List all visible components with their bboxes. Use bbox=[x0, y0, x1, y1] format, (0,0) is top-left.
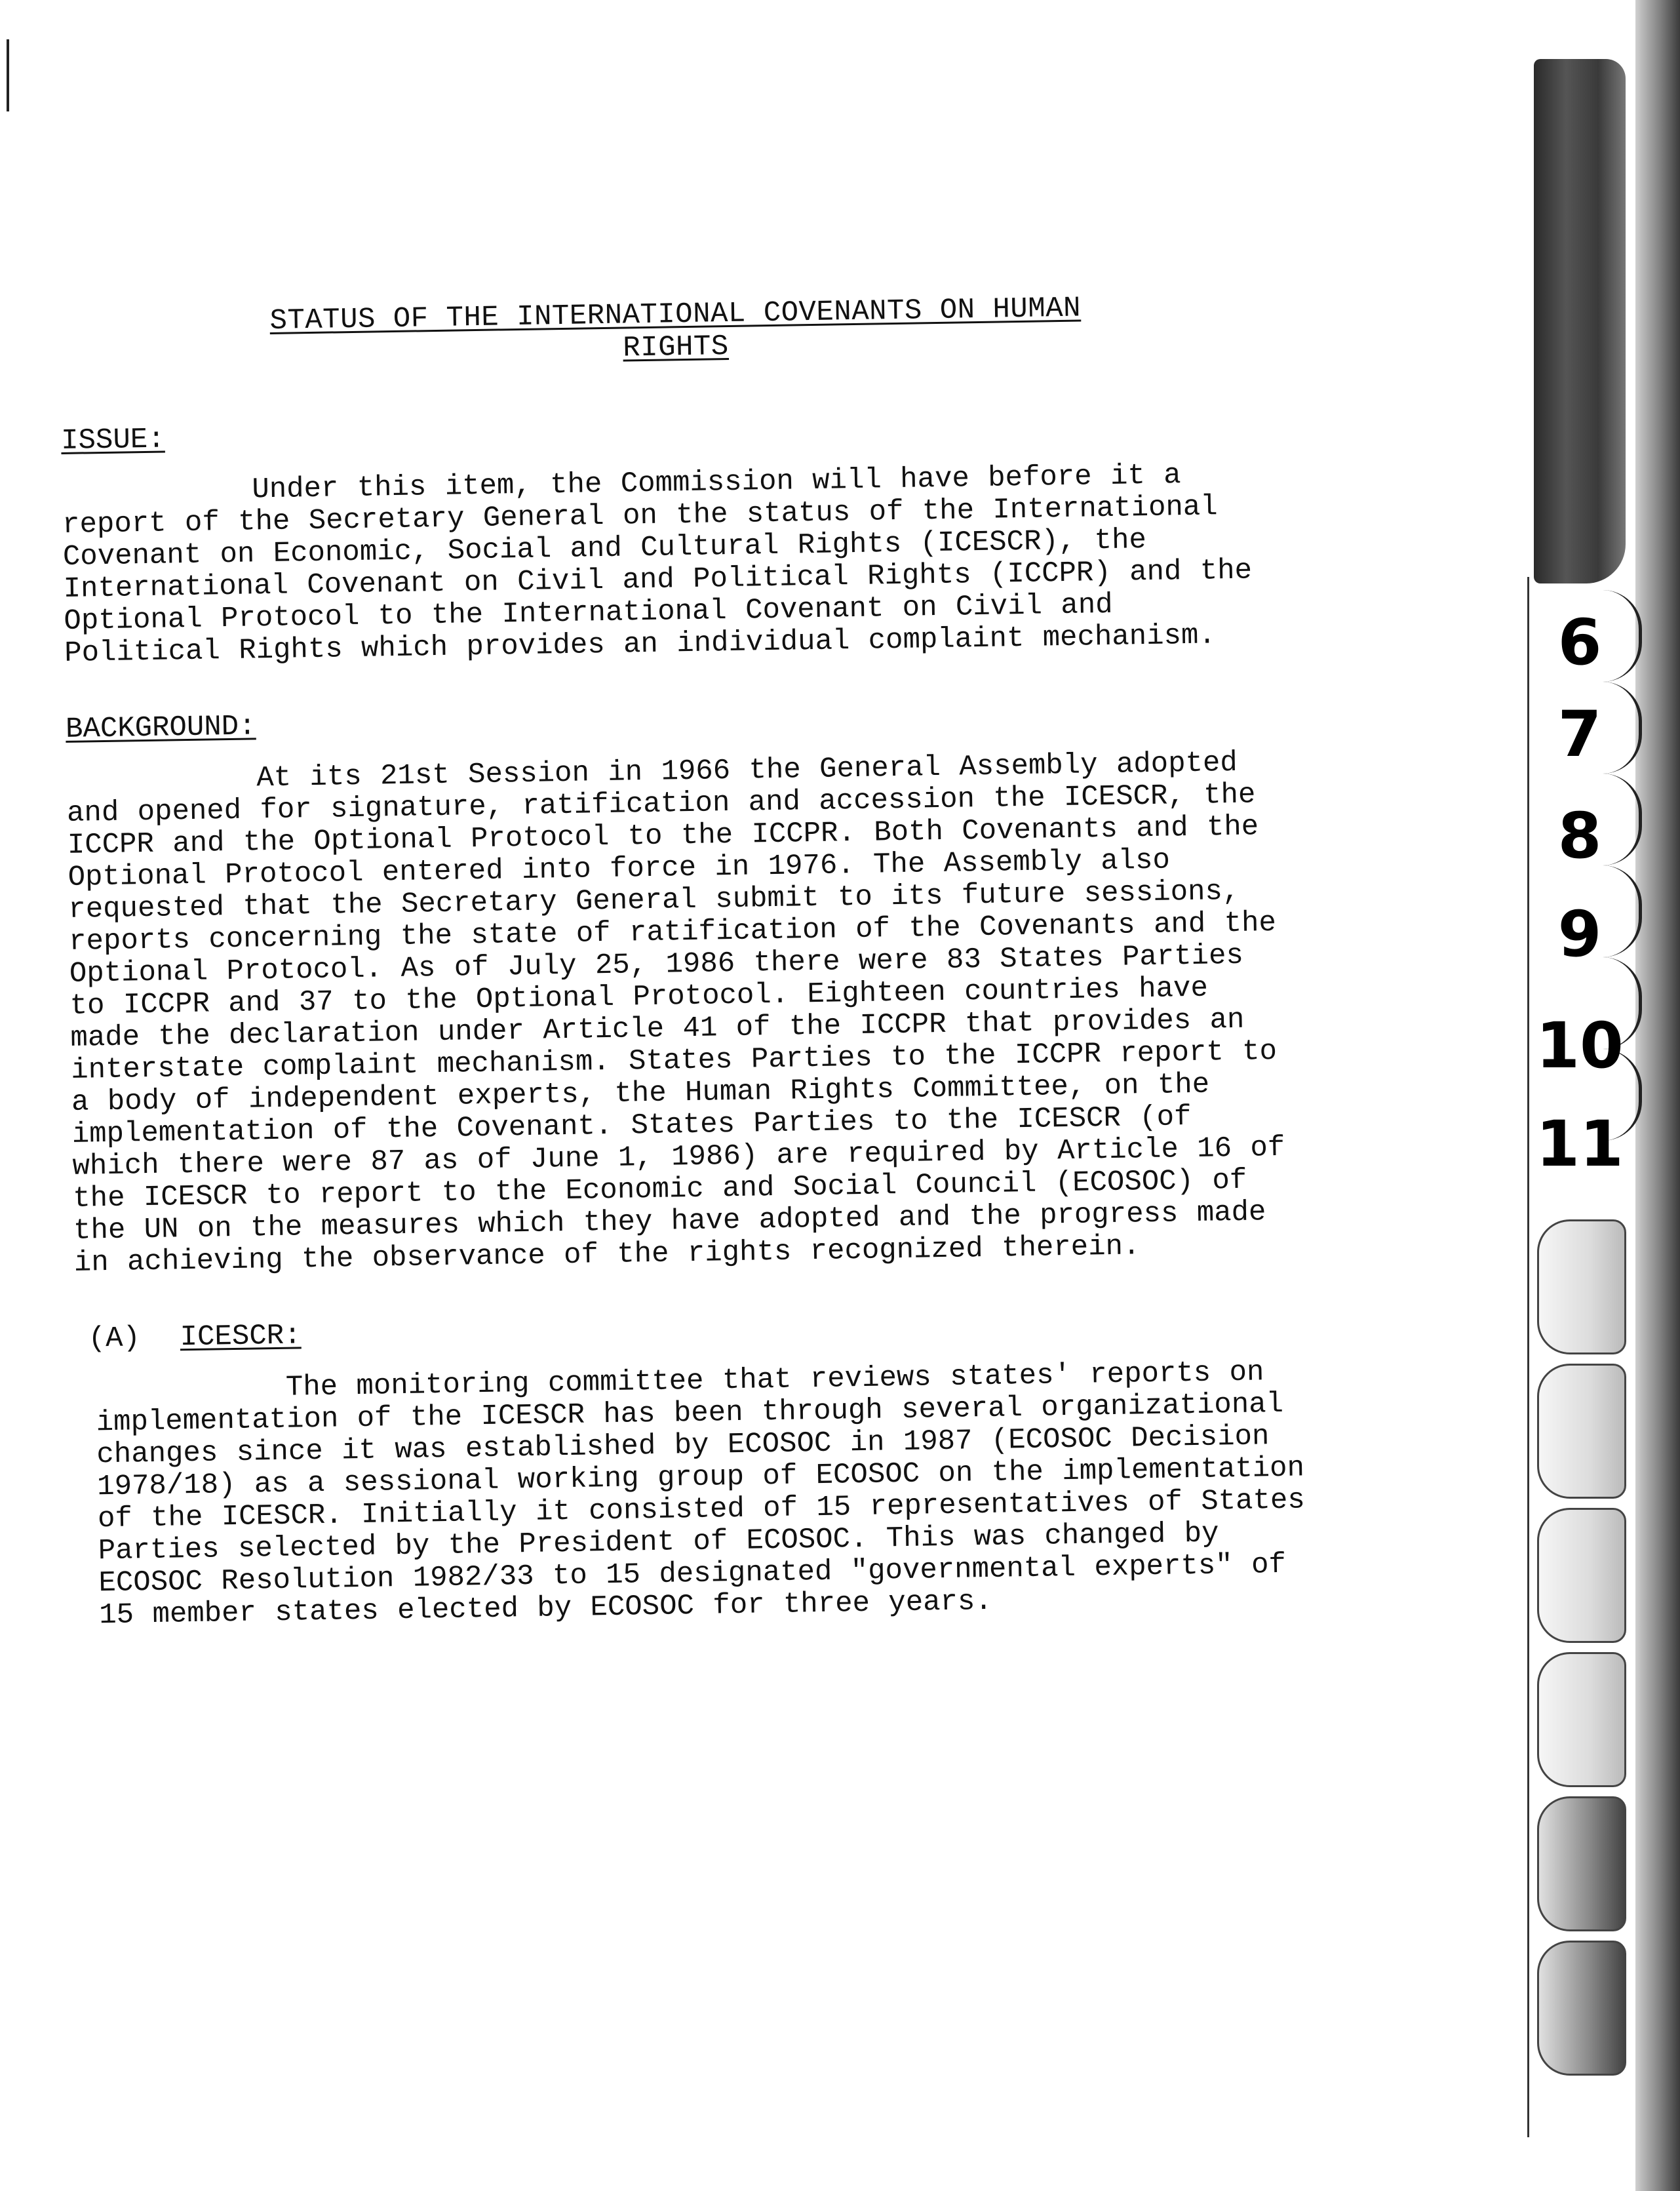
section-a-paragraph: The monitoring committee that reviews states' reports on implementation of the ICESCR has been through several organizational changes since it was established by ECOSOC in 1987 (ECOSOC Decision 1978/18) as a sessional working group of ECOSOC on the implementation of the ICESCR. Initially it consisted of 15 representatives of States Parties selected by the President of ECOSOC. This was changed by ECOSOC Resolution 1982/33 to 15 designated "governmental experts" of 15 member states elected by ECOSOC for three years. bbox=[96, 1356, 1306, 1632]
background-paragraph: At its 21st Session in 1966 the General Assembly adopted and opened for signature, ratification and accession the ICESCR, the ICCPR and the Optional Protocol to the ICCPR. Both Covenants and the Optional Protocol entered into force in 1976. The Assembly also requested that the Secretary General submit to its future sessions, reports concerning the state of ratification of the Covenants and the Optional Protocol. As of July 25, 1986 there were 83 States Parties to ICCPR and 37 to the Optional Protocol. Eighteen countries have made the declaration under Article 41 of the ICCPR that provides an interstate complaint mechanism. States Parties to the ICCPR report to a body of independent experts, the Human Rights Committee, on the implementation of the Covenant. States Parties to the ICESCR (of which there were 87 as of June 1, 1986) are required by Article 16 of the ICESCR to report to the Economic and Social Council (ECOSOC) of the UN on the measures which they have adopted and the progress made in achieving the observance of the rights recognized therein. bbox=[66, 746, 1285, 1280]
issue-heading bbox=[61, 405, 1294, 458]
tab-10[interactable]: 10 bbox=[1536, 1009, 1624, 1082]
section-a-heading bbox=[88, 1303, 1308, 1355]
blank-tab bbox=[1537, 1364, 1626, 1499]
background-heading bbox=[66, 694, 1299, 746]
tab-9[interactable]: 9 bbox=[1557, 898, 1602, 971]
tab-11[interactable]: 11 bbox=[1536, 1107, 1624, 1181]
section-a-title: ICESCR: bbox=[180, 1319, 302, 1354]
dark-tab-block bbox=[1534, 59, 1626, 583]
issue-paragraph: Under this item, the Commission will have before it a report of the Secretary General on the status of the International Covenant on Economic, Social and Cultural Rights (ICESCR), the International Covenant on Civil and Political Rights (ICCPR) and the Optional Protocol to the International Covenant on Civil and Political Rights which provides an individual complaint mechanism. bbox=[62, 459, 1253, 670]
page-edge-shadow bbox=[1635, 0, 1680, 2191]
tab-7[interactable]: 7 bbox=[1557, 698, 1602, 771]
scan-edge-mark bbox=[7, 39, 9, 111]
blank-tab bbox=[1537, 1796, 1626, 1931]
tab-8[interactable]: 8 bbox=[1557, 799, 1602, 873]
section-a-label: (A) bbox=[88, 1322, 141, 1356]
tab-6[interactable]: 6 bbox=[1557, 606, 1602, 679]
title-line-1: STATUS OF THE INTERNATIONAL COVENANTS ON HUMAN bbox=[269, 292, 1082, 338]
blank-tab bbox=[1537, 1652, 1626, 1787]
blank-tab bbox=[1537, 1941, 1626, 2076]
issue-heading-label: ISSUE: bbox=[60, 423, 165, 458]
blank-tab bbox=[1537, 1508, 1626, 1643]
title-line-2: RIGHTS bbox=[622, 330, 730, 365]
blank-tab bbox=[1537, 1219, 1626, 1354]
background-heading-label: BACKGROUND: bbox=[65, 710, 256, 746]
document-body bbox=[59, 288, 1312, 1632]
